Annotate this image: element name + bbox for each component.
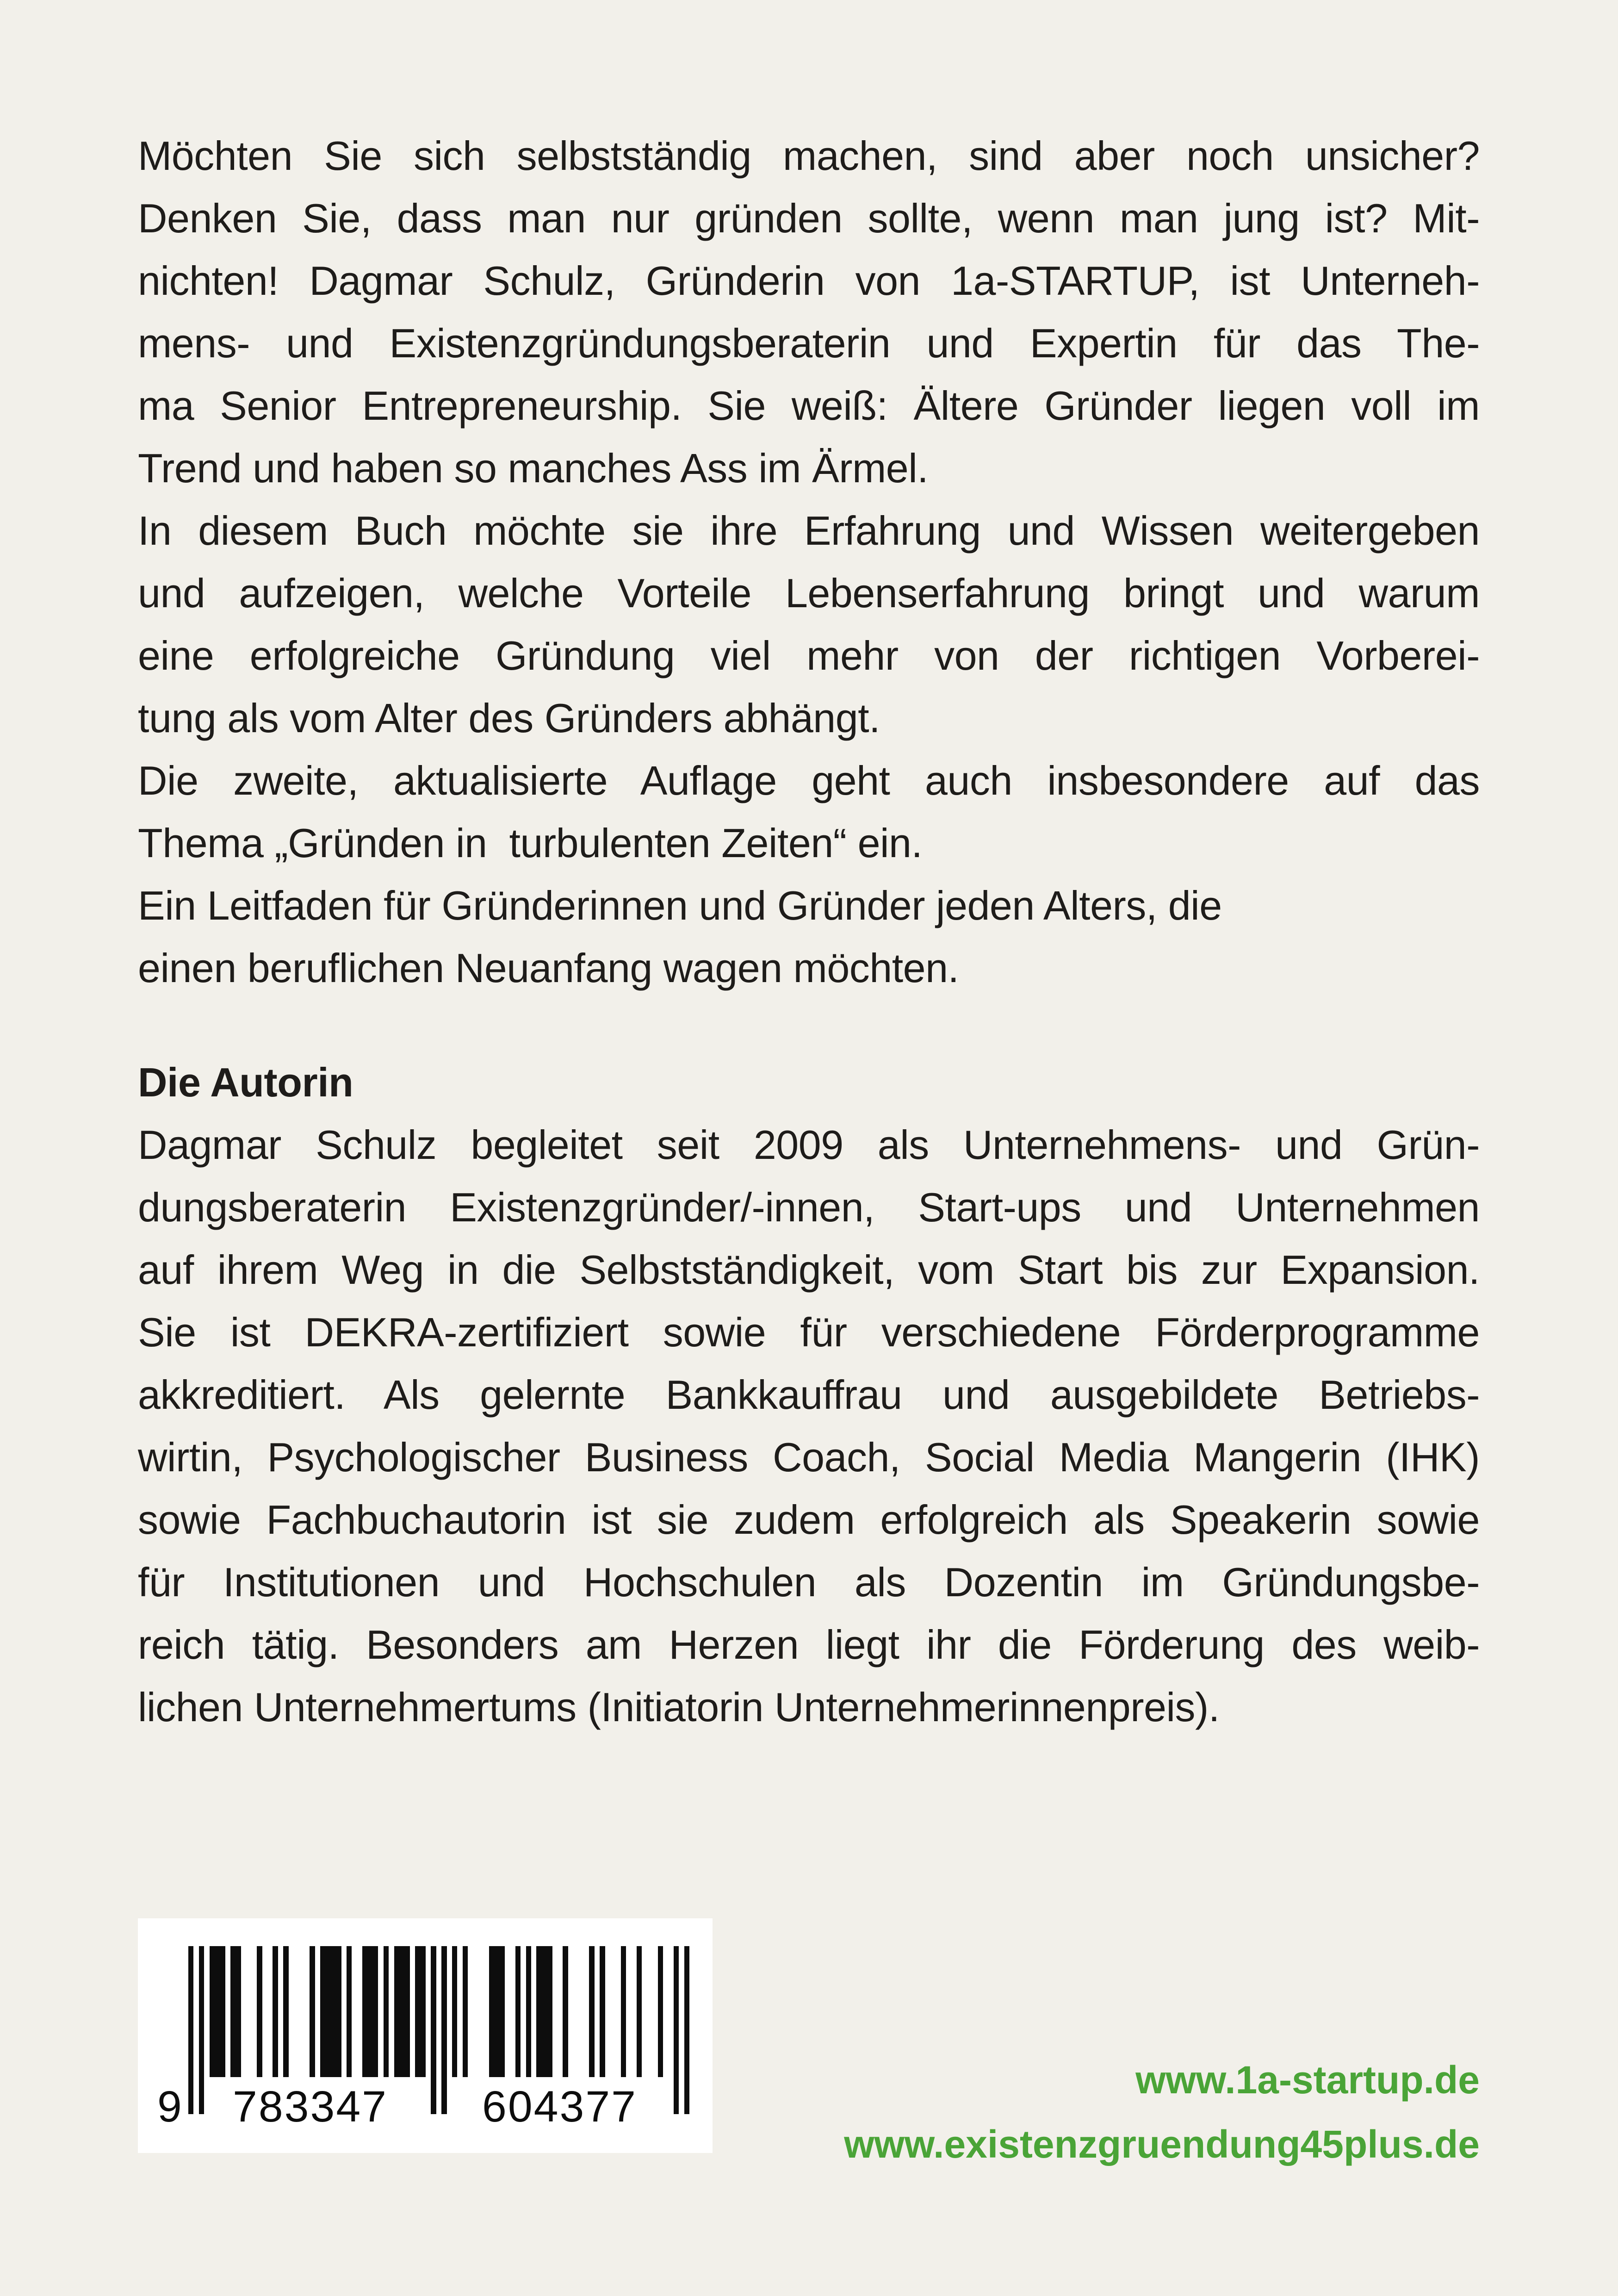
barcode-digits-left: 783347 xyxy=(233,2082,388,2131)
barcode-bar xyxy=(362,1946,378,2077)
text-line: nichten! Dagmar Schulz, Gründerin von 1a-STARTUP, ist Unterneh- xyxy=(138,258,1480,304)
barcode-bar xyxy=(210,1946,225,2077)
text-line: Trend und haben so manches Ass im Ärmel. xyxy=(138,445,929,491)
text-line: Thema „Gründen in turbulenten Zeiten“ ein. xyxy=(138,820,923,866)
author-heading: Die Autorin xyxy=(138,1059,353,1105)
barcode-bar xyxy=(283,1946,288,2077)
author-paragraph xyxy=(138,1114,1480,1738)
barcode-bar xyxy=(684,1946,689,2114)
text-line: und aufzeigen, welche Vorteile Lebenserfahrung bringt und warum xyxy=(138,570,1480,616)
text-line: In diesem Buch möchte sie ihre Erfahrung und Wissen weitergeben xyxy=(138,508,1480,554)
text-line: lichen Unternehmertums (Initiatorin Unternehmerinnenpreis). xyxy=(138,1684,1220,1730)
barcode-bar xyxy=(310,1946,315,2077)
barcode-bar xyxy=(674,1946,679,2114)
text-line: akkreditiert. Als gelernte Bankkauffrau und ausgebildete Betriebs- xyxy=(138,1372,1480,1418)
blurb xyxy=(138,124,1480,1738)
isbn-barcode xyxy=(138,1918,713,2153)
text-line: Ein Leitfaden für Gründerinnen und Gründer jeden Alters, die xyxy=(138,883,1222,928)
text-line: auf ihrem Weg in die Selbstständigkeit, vom Start bis zur Expansion. xyxy=(138,1247,1480,1293)
website-links xyxy=(844,2048,1480,2177)
text-line: Möchten Sie sich selbstständig machen, sind aber noch unsicher? xyxy=(138,133,1480,179)
barcode-bar xyxy=(621,1946,626,2077)
text-line: einen beruflichen Neuanfang wagen möchten. xyxy=(138,945,959,991)
barcode-bar xyxy=(600,1946,605,2077)
barcode-digits-right: 604377 xyxy=(482,2082,638,2131)
barcode-bar xyxy=(199,1946,204,2114)
blurb-paragraph xyxy=(138,874,1480,999)
text-line: Denken Sie, dass man nur gründen sollte, wenn man jung ist? Mit- xyxy=(138,195,1480,241)
barcode-bar xyxy=(658,1946,663,2077)
text-line: mens- und Existenzgründungsberaterin und Expertin für das The- xyxy=(138,320,1480,366)
text-line: Sie ist DEKRA-zertifiziert sowie für verschiedene Förderprogramme xyxy=(138,1309,1480,1355)
barcode-bar xyxy=(526,1946,531,2077)
link-existenzgruendung45plus[interactable]: www.existenzgruendung45plus.de xyxy=(844,2122,1480,2166)
barcode-bar xyxy=(273,1946,278,2077)
barcode-bar xyxy=(384,1946,389,2077)
text-line: dungsberaterin Existenzgründer/-innen, Start-ups und Unternehmen xyxy=(138,1184,1480,1230)
barcode-bar xyxy=(515,1946,521,2077)
text-line: ma Senior Entrepreneurship. Sie weiß: Ältere Gründer liegen voll im xyxy=(138,383,1480,429)
blurb-paragraph xyxy=(138,124,1480,499)
barcode-bar xyxy=(489,1946,505,2077)
barcode-bar xyxy=(431,1946,436,2114)
barcode-bar xyxy=(415,1946,426,2077)
barcode-digit-leading: 9 xyxy=(157,2082,182,2131)
barcode-bar xyxy=(637,1946,642,2077)
barcode-bar xyxy=(563,1946,568,2077)
barcode-bar xyxy=(257,1946,262,2077)
text-line: tung als vom Alter des Gründers abhängt. xyxy=(138,695,880,741)
barcode-bar xyxy=(347,1946,352,2077)
barcode-bar xyxy=(452,1946,457,2077)
text-line: wirtin, Psychologischer Business Coach, Social Media Mangerin (IHK) xyxy=(138,1434,1480,1480)
barcode-bar xyxy=(441,1946,446,2114)
barcode-bar xyxy=(463,1946,468,2077)
text-line: reich tätig. Besonders am Herzen liegt ihr die Förderung des weib- xyxy=(138,1622,1480,1668)
blurb-paragraph xyxy=(138,499,1480,749)
barcode-bar xyxy=(394,1946,410,2077)
link-1a-startup[interactable]: www.1a-startup.de xyxy=(1135,2058,1480,2102)
blurb-paragraph xyxy=(138,749,1480,874)
text-line: für Institutionen und Hochschulen als Dozentin im Gründungsbe- xyxy=(138,1559,1480,1605)
text-line: sowie Fachbuchautorin ist sie zudem erfolgreich als Speakerin sowie xyxy=(138,1497,1480,1543)
barcode-bar xyxy=(536,1946,552,2077)
barcode-bar xyxy=(320,1946,341,2077)
text-line: Dagmar Schulz begleitet seit 2009 als Unternehmens- und Grün- xyxy=(138,1122,1480,1168)
barcode-bar xyxy=(188,1946,193,2114)
barcode-bar xyxy=(230,1946,241,2077)
text-line: eine erfolgreiche Gründung viel mehr von der richtigen Vorberei- xyxy=(138,633,1480,678)
text-line: Die zweite, aktualisierte Auflage geht auch insbesondere auf das xyxy=(138,758,1480,803)
barcode-bar xyxy=(589,1946,594,2077)
